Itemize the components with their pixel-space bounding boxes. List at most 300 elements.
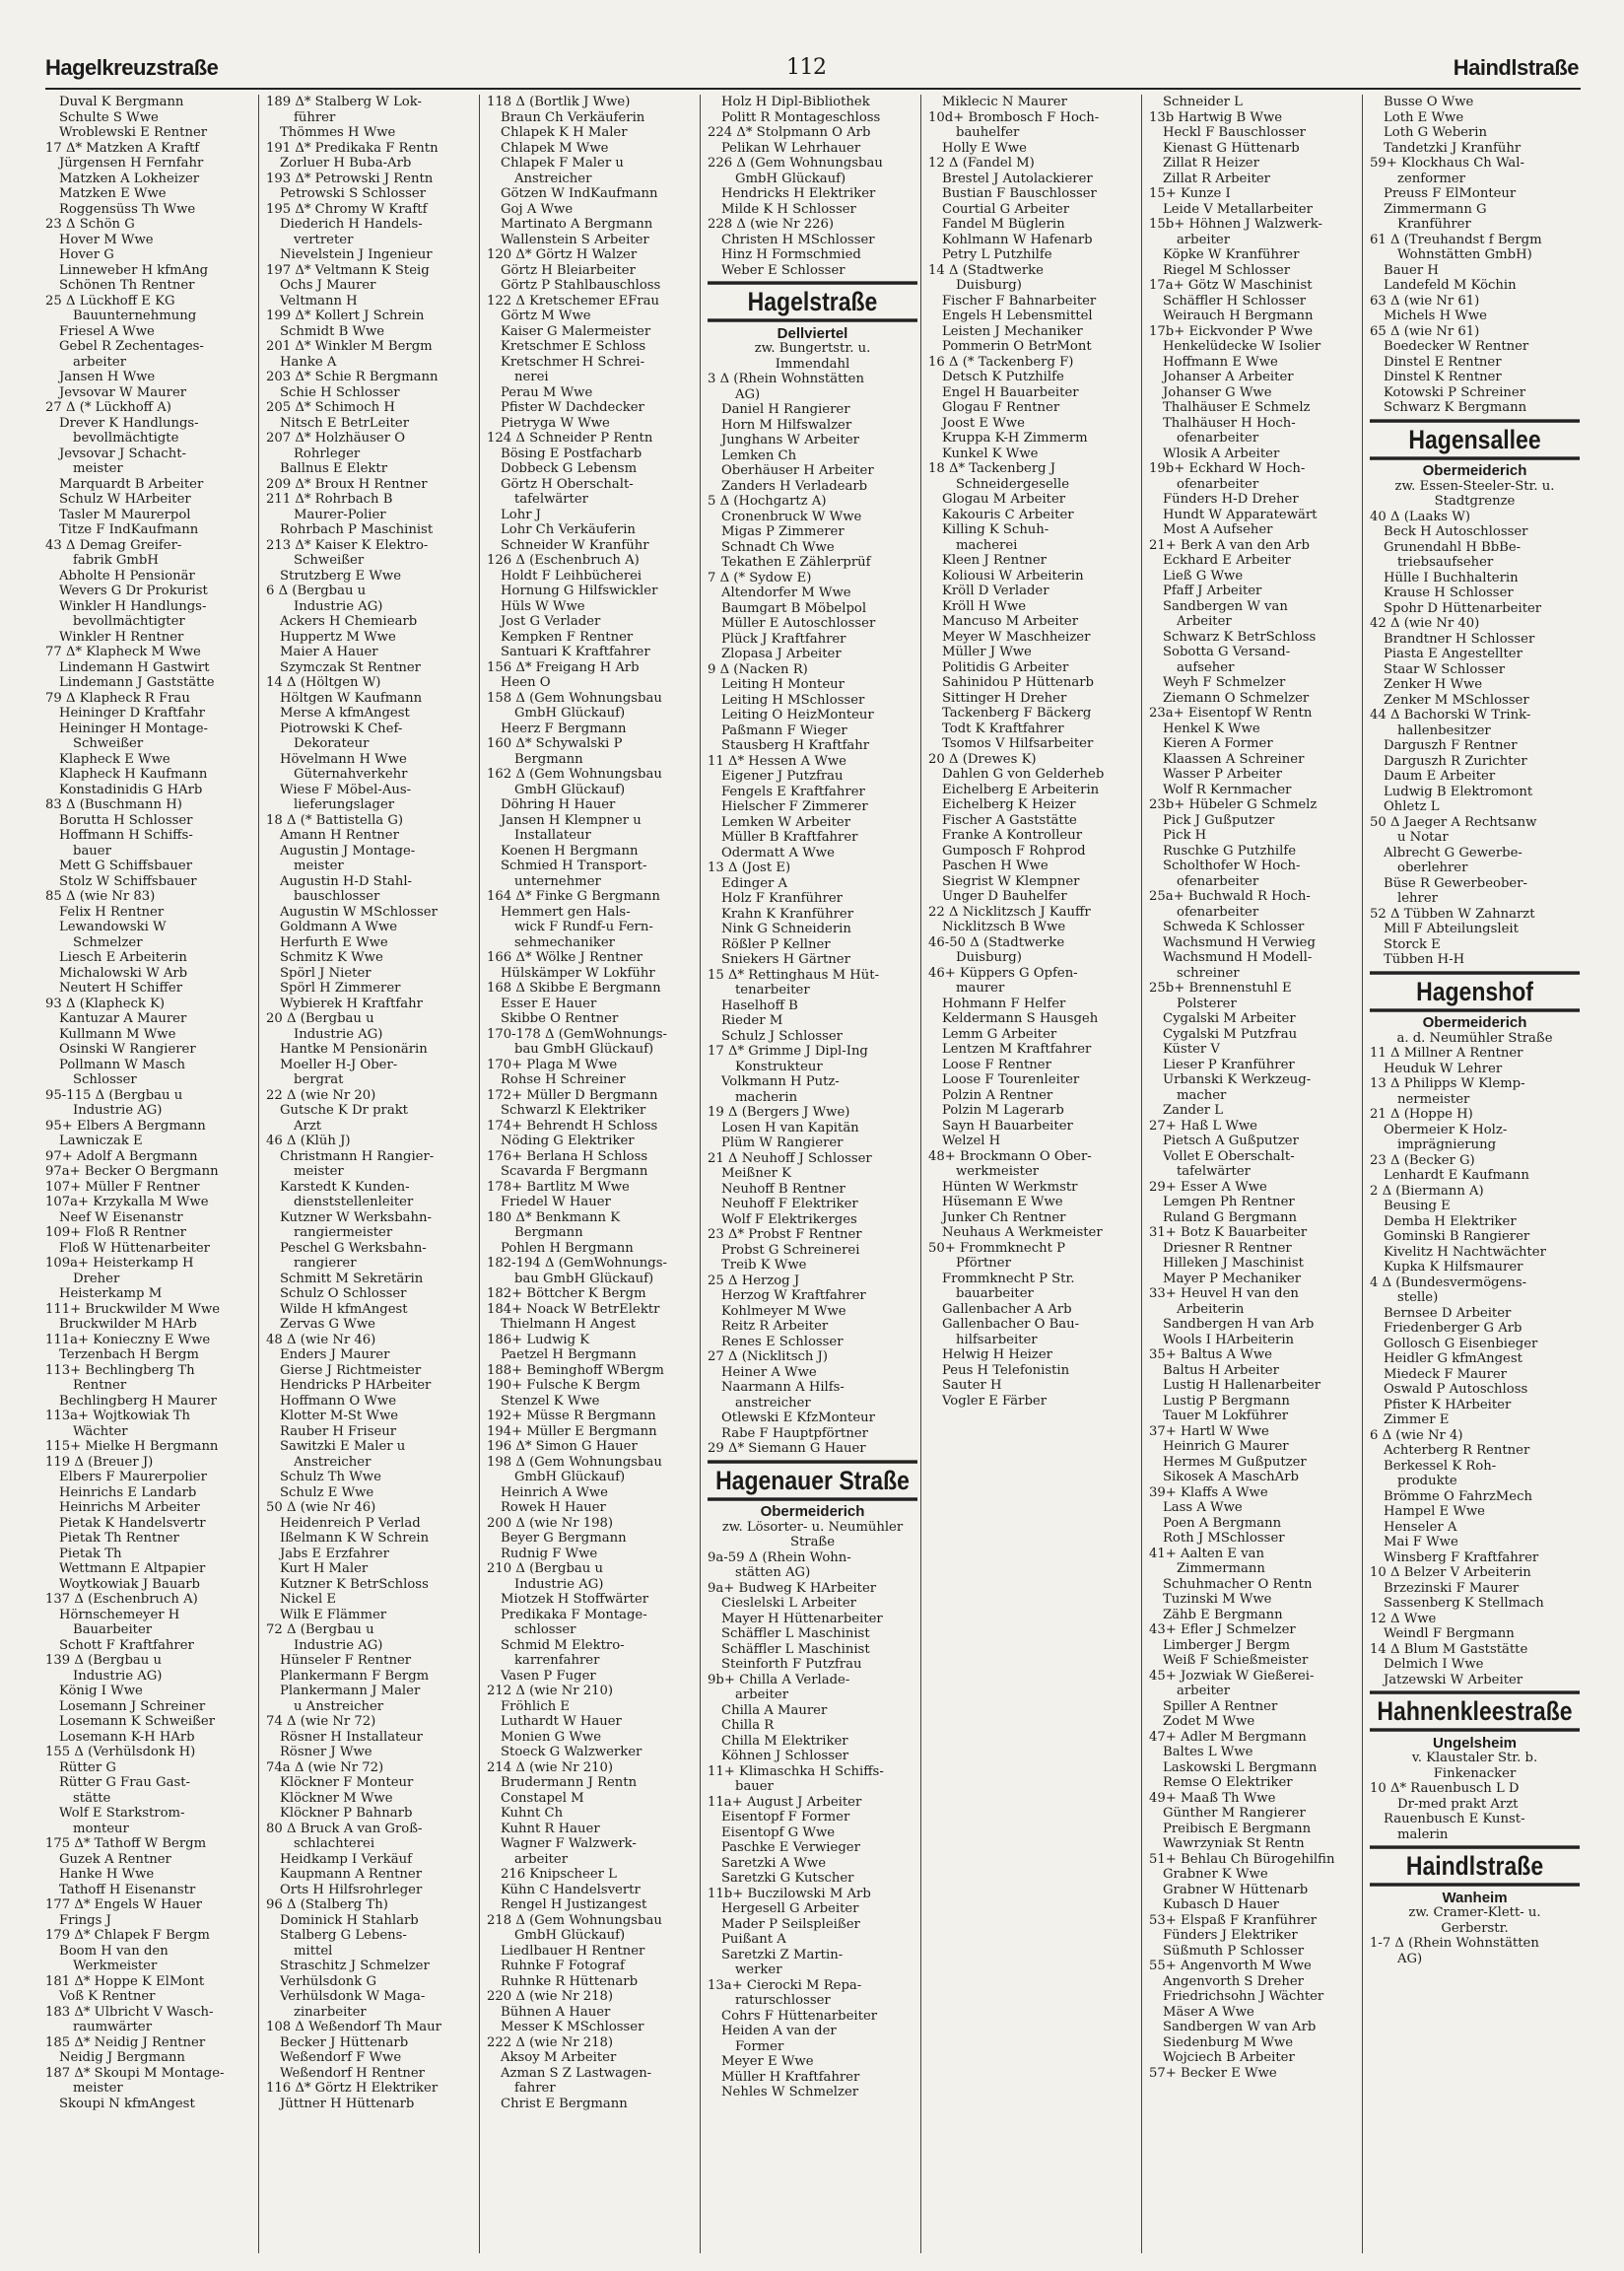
directory-entry: 207 Δ* Holzhäuser O xyxy=(266,431,406,446)
directory-entry: Maurer-Polier xyxy=(294,507,386,522)
directory-entry: 48 Δ (wie Nr 46) xyxy=(266,1332,376,1347)
directory-entry: 111a+ Konieczny E Wwe xyxy=(45,1332,211,1347)
directory-entry: Lass A Wwe xyxy=(1163,1500,1243,1515)
directory-entry: Leisten J Mechaniker xyxy=(942,323,1083,339)
directory-entry: Nickel E xyxy=(280,1592,336,1607)
directory-entry: 179 Δ* Chlapek F Bergm xyxy=(45,1928,210,1943)
directory-entry: 29 Δ* Siemann G Hauer xyxy=(708,1441,866,1456)
directory-entry: Sittinger H Dreher xyxy=(942,690,1067,706)
directory-entry: 53+ Elspaß F Kranführer xyxy=(1149,1912,1318,1928)
directory-entry: 9 Δ (Nacken R) xyxy=(708,661,808,677)
directory-entry: 187 Δ* Skoupi M Montage- xyxy=(45,2065,225,2081)
directory-entry: 196 Δ* Simon G Hauer xyxy=(487,1439,638,1454)
directory-entry: Pietak K Handelsvertr xyxy=(59,1515,206,1531)
directory-entry: fahrer xyxy=(514,2081,556,2096)
directory-entry: Driesner R Rentner xyxy=(1163,1240,1292,1256)
directory-entry: Heckl F Bauschlosser xyxy=(1163,125,1306,140)
directory-entry: Abholte H Pensionär xyxy=(59,568,195,584)
directory-entry: Schnadt Ch Wwe xyxy=(721,539,835,555)
directory-entry: Losemann J Schreiner xyxy=(59,1698,206,1714)
directory-entry: Miedeck F Maurer xyxy=(1384,1366,1507,1382)
directory-entry: 199 Δ* Kollert J Schrein xyxy=(266,309,425,323)
directory-entry: Kakouris C Arbeiter xyxy=(942,507,1074,522)
directory-entry: Meyer E Wwe xyxy=(721,2054,814,2069)
street-range: Straße xyxy=(789,1535,836,1549)
directory-entry: Werkmeister xyxy=(73,1959,158,1973)
directory-entry: Azman S Z Lastwagen- xyxy=(501,2065,652,2081)
directory-entry: bevollmächtigter xyxy=(73,614,185,629)
street-range: Immendahl xyxy=(775,356,850,372)
directory-entry: Zenker M MSchlosser xyxy=(1384,692,1529,708)
directory-entry: Schulz E Wwe xyxy=(280,1484,374,1500)
directory-entry: Piotrowski K Chef- xyxy=(280,721,403,736)
street-range: a. d. Neumühler Straße xyxy=(1396,1030,1553,1046)
directory-entry: Hampel E Wwe xyxy=(1384,1504,1485,1519)
directory-entry: Duisburg) xyxy=(956,278,1022,293)
directory-entry: Kantuzar A Maurer xyxy=(59,1011,187,1026)
directory-entry: Sandbergen H van Arb xyxy=(1163,1317,1315,1332)
directory-entry: 95-115 Δ (Bergbau u xyxy=(45,1087,183,1103)
directory-entry: 200 Δ (wie Nr 198) xyxy=(487,1515,614,1531)
directory-entry: Liesch E Arbeiterin xyxy=(59,950,187,965)
street-heading: Hagensallee xyxy=(1370,419,1580,459)
directory-entry: 23b+ Hübeler G Schmelz xyxy=(1149,797,1318,812)
directory-entry: Görtz M Wwe xyxy=(501,309,591,323)
directory-entry: 50 Δ Jaeger A Rechtsanw xyxy=(1370,814,1537,830)
directory-entry: 190+ Fulsche K Bergm xyxy=(487,1378,641,1393)
directory-entry: Weiß F Schießmeister xyxy=(1163,1653,1309,1668)
directory-entry: 35+ Baltus A Wwe xyxy=(1149,1347,1272,1362)
directory-entry: Nievelstein J Ingenieur xyxy=(280,247,433,262)
directory-entry: Tsomos V Hilfsarbeiter xyxy=(942,736,1094,751)
directory-entry: Kotowski P Schreiner xyxy=(1384,384,1526,400)
directory-entry: 218 Δ (Gem Wohnungsbau xyxy=(487,1912,662,1928)
directory-entry: 43+ Efler J Schmelzer xyxy=(1149,1622,1296,1637)
directory-entry: Kurt H Maler xyxy=(280,1561,369,1576)
directory-entry: 178+ Bartlitz M Wwe xyxy=(487,1179,630,1195)
directory-entry: Amann H Rentner xyxy=(280,828,399,843)
directory-entry: werker xyxy=(735,1962,782,1977)
directory-entry: Gallenbacher A Arb xyxy=(942,1301,1072,1317)
directory-entry: Wevers G Dr Prokurist xyxy=(59,584,208,598)
directory-entry: Holz F Kranführer xyxy=(721,891,843,906)
directory-entry: Grabner W Hüttenarb xyxy=(1163,1882,1309,1897)
street-heading: Hagenshof xyxy=(1370,971,1580,1011)
directory-entry: Edinger A xyxy=(721,875,788,891)
directory-entry: arbeiter xyxy=(735,1687,789,1702)
directory-entry: Hövelmann H Wwe xyxy=(280,751,407,767)
directory-entry: Frommknecht P Str. xyxy=(942,1271,1075,1286)
directory-entry: Industrie AG) xyxy=(294,598,383,614)
directory-entry: Junker Ch Rentner xyxy=(942,1209,1066,1225)
directory-entry: Chlapek M Wwe xyxy=(501,140,609,156)
directory-entry: Schmid M Elektro- xyxy=(501,1637,625,1653)
directory-entry: hallenbesitzer xyxy=(1397,723,1491,738)
directory-entry: Friedel W Hauer xyxy=(501,1195,611,1209)
directory-entry: 74a Δ (wie Nr 72) xyxy=(266,1759,384,1775)
directory-entry: 25 Δ Lückhoff E KG xyxy=(45,293,175,309)
directory-entry: Petrowski S Schlosser xyxy=(280,186,427,201)
directory-entry: stätten AG) xyxy=(735,1565,811,1580)
directory-entry: 13 Δ (Jost E) xyxy=(708,860,791,875)
directory-entry: Voß K Rentner xyxy=(59,1989,156,2004)
street-range: zw. Lösorter- u. Neumühler xyxy=(721,1519,904,1535)
directory-entry: 9a+ Budweg K HArbeiter xyxy=(708,1580,877,1596)
directory-entry: 17a+ Götz W Maschinist xyxy=(1149,278,1313,293)
directory-entry: Eichelberg E Arbeiterin xyxy=(942,782,1100,797)
directory-entry: Loth E Wwe xyxy=(1384,109,1464,125)
directory-entry: Verhülsdonk G xyxy=(280,1973,376,1989)
directory-entry: Schneider W Kranführ xyxy=(501,537,649,553)
directory-entry: Zanders H Verladearb xyxy=(721,478,868,494)
directory-entry: Mader P Seilspleißer xyxy=(721,1916,860,1932)
directory-entry: Schäffler L Maschinist xyxy=(721,1641,870,1657)
directory-entry: Hendricks P HArbeiter xyxy=(280,1378,432,1393)
directory-entry: Kretschmer E Schloss xyxy=(501,339,646,354)
directory-entry: Stolz W Schiffsbauer xyxy=(59,873,197,889)
directory-entry: Heidler G kfmAngest xyxy=(1384,1351,1522,1366)
directory-entry: Johanser A Arbeiter xyxy=(1163,370,1294,384)
directory-entry: Esser E Hauer xyxy=(501,996,597,1011)
directory-entry: Messer K MSchlosser xyxy=(501,2020,644,2034)
directory-entry: Wilde H kfmAngest xyxy=(280,1301,408,1317)
directory-entry: Kutzner K BetrSchloss xyxy=(280,1576,429,1592)
directory-entry: Heuduk W Lehrer xyxy=(1384,1061,1503,1076)
directory-entry: Klotter M-St Wwe xyxy=(280,1409,399,1423)
directory-entry: Görtz P Stahlbauschloss xyxy=(501,278,661,293)
directory-entry: Perau M Wwe xyxy=(501,384,593,400)
directory-entry: Linneweber H kfmAng xyxy=(59,262,209,278)
directory-entry: Predikaka F Montage- xyxy=(501,1607,647,1622)
directory-entry: Kunkel K Wwe xyxy=(942,446,1039,461)
directory-entry: Pförtner xyxy=(956,1256,1011,1271)
directory-entry: 185 Δ* Neidig J Rentner xyxy=(45,2034,206,2050)
district-name: Obermeiderich xyxy=(1422,1014,1527,1031)
directory-entry: Schulz Th Wwe xyxy=(280,1470,381,1484)
directory-entry: bergrat xyxy=(294,1072,344,1087)
directory-entry: 20 Δ (Bergbau u xyxy=(266,1011,374,1026)
directory-entry: 113+ Bechlingberg Th xyxy=(45,1362,195,1378)
directory-entry: Heininger H Montage- xyxy=(59,721,208,736)
directory-entry: Herzog W Kraftfahrer xyxy=(721,1288,866,1303)
directory-entry: Laskowski L Bergmann xyxy=(1163,1759,1318,1775)
directory-entry: Rengel H Justizangest xyxy=(501,1897,647,1912)
directory-entry: Schulz O Schlosser xyxy=(280,1286,407,1301)
directory-entry: Thömmes H Wwe xyxy=(280,125,396,140)
directory-entry: 74 Δ (wie Nr 72) xyxy=(266,1714,376,1729)
directory-entry: tafelwärter xyxy=(514,492,588,507)
directory-entry: Arbeiterin xyxy=(1177,1301,1245,1317)
directory-entry: Vogler E Färber xyxy=(942,1393,1048,1409)
directory-entry: dienststellenleiter xyxy=(294,1195,414,1209)
directory-entry: Migas P Zimmerer xyxy=(721,524,845,539)
directory-entry: Schäffler L Maschinist xyxy=(721,1626,870,1641)
directory-entry: Schmitt M Sekretärin xyxy=(280,1271,424,1286)
directory-entry: Killing K Schuh- xyxy=(942,522,1049,537)
directory-entry: Pommerin O BetrMont xyxy=(942,339,1092,354)
directory-entry: Hundt W Apparatewärt xyxy=(1163,507,1318,522)
directory-entry: Rentner xyxy=(73,1378,127,1393)
page-number: 112 xyxy=(786,55,827,80)
directory-entry: Fischer A Gaststätte xyxy=(942,812,1077,828)
directory-entry: Glogau F Rentner xyxy=(942,400,1060,415)
directory-entry: Mayer P Mechaniker xyxy=(1163,1271,1302,1286)
directory-entry: Pietak Th xyxy=(59,1546,122,1561)
directory-entry: 126 Δ (Eschenbruch A) xyxy=(487,553,640,568)
directory-entry: Jansen H Wwe xyxy=(59,370,156,384)
directory-entry: Müller J Wwe xyxy=(942,645,1032,659)
directory-entry: Vollet E Oberschalt- xyxy=(1163,1148,1295,1164)
directory-entry: Jürgensen H Fernfahr xyxy=(59,156,204,171)
directory-entry: 197 Δ* Veltmann K Steig xyxy=(266,262,430,278)
directory-entry: Zimmermann xyxy=(1177,1561,1265,1576)
directory-entry: Stenzel K Wwe xyxy=(501,1393,600,1409)
directory-entry: Polzin M Lagerarb xyxy=(942,1103,1064,1118)
directory-entry: Ballnus E Elektr xyxy=(280,461,387,476)
directory-entry: Remse O Elektriker xyxy=(1163,1775,1293,1790)
directory-entry: 11+ Klimaschka H Schiffs- xyxy=(708,1763,884,1779)
column-5 xyxy=(920,95,1141,2253)
directory-entry: Ruland G Bergmann xyxy=(1163,1209,1297,1225)
directory-entry: Jüttner H Hüttenarb xyxy=(280,2096,415,2111)
directory-entry: GmbH Glückauf) xyxy=(514,1470,626,1484)
directory-entry: Sayn H Bauarbeiter xyxy=(942,1118,1073,1134)
directory-entry: Riegel M Schlosser xyxy=(1163,262,1291,278)
directory-entry: 160 Δ* Schywalski P xyxy=(487,736,623,751)
directory-entry: wick F Rundf-u Fern- xyxy=(514,920,653,934)
directory-entry: Junghans W Arbeiter xyxy=(721,433,859,447)
directory-entry: 209 Δ* Broux H Rentner xyxy=(266,476,428,492)
directory-entry: 18 Δ (* Battistella G) xyxy=(266,812,404,828)
directory-entry: Polzin A Rentner xyxy=(942,1087,1053,1103)
directory-entry: 109a+ Heisterkamp H xyxy=(45,1256,194,1271)
directory-entry: 2 Δ (Biermann A) xyxy=(1370,1183,1484,1199)
directory-entry: Schuhmacher O Rentn xyxy=(1163,1576,1313,1592)
directory-entry: Brzezinski F Maurer xyxy=(1384,1580,1520,1596)
directory-entry: 186+ Ludwig K xyxy=(487,1332,590,1347)
directory-entry: Wagner F Walzwerk- xyxy=(501,1836,637,1851)
directory-entry: Krahn K Kranführer xyxy=(721,906,854,922)
directory-entry: Drever K Handlungs- xyxy=(59,415,199,431)
directory-entry: 97+ Adolf A Bergmann xyxy=(45,1148,198,1164)
directory-entry: Schweißer xyxy=(294,553,365,568)
directory-entry: GmbH Glückauf) xyxy=(735,171,846,186)
directory-entry: Obermeier K Holz- xyxy=(1384,1122,1508,1137)
directory-entry: 195 Δ* Chromy W Kraftf xyxy=(266,201,428,217)
directory-entry: 23 Δ (Becker G) xyxy=(1370,1152,1475,1168)
column-3 xyxy=(479,95,700,2253)
directory-entry: 216 Knipscheer L xyxy=(501,1867,617,1882)
directory-entry: 180 Δ* Benkmann K xyxy=(487,1209,621,1225)
directory-entry: Kühn C Handelsvertr xyxy=(501,1882,641,1897)
directory-entry: Maier A Hauer xyxy=(280,645,378,659)
directory-entry: bauer xyxy=(73,843,111,859)
directory-entry: Bergmann xyxy=(514,1225,583,1240)
directory-entry: Kubasch D Hauer xyxy=(1163,1897,1279,1912)
directory-entry: Wools I HArbeiterin xyxy=(1163,1332,1295,1347)
directory-entry: 16 Δ (* Tackenberg F) xyxy=(928,354,1074,370)
directory-entry: Horn M Hilfswalzer xyxy=(721,417,852,433)
directory-entry: Kohlmeyer M Wwe xyxy=(721,1303,846,1319)
directory-entry: 52 Δ Tübben W Zahnarzt xyxy=(1370,906,1535,922)
directory-entry: 11 Δ Millner A Rentner xyxy=(1370,1046,1523,1061)
directory-entry: Wachsmund H Modell- xyxy=(1163,950,1313,965)
directory-entry: Bösing E Postfacharb xyxy=(501,446,643,461)
directory-entry: Hülskämper W Lokführ xyxy=(501,965,655,981)
directory-entry: 96 Δ (Stalberg Th) xyxy=(266,1897,388,1912)
directory-entry: Franke A Kontrolleur xyxy=(942,828,1083,843)
directory-entry: Tuzinski M Wwe xyxy=(1163,1592,1272,1607)
directory-entry: Winsberg F Kraftfahrer xyxy=(1384,1549,1539,1565)
directory-entry: Hünseler F Rentner xyxy=(280,1653,412,1668)
directory-entry: Weindl F Bergmann xyxy=(1384,1626,1515,1641)
directory-entry: Lohr J xyxy=(501,507,541,522)
directory-entry: Rowek H Hauer xyxy=(501,1500,606,1515)
directory-entry: 183 Δ* Ulbricht V Wasch- xyxy=(45,2004,214,2020)
directory-entry: 45+ Jozwiak W Gießerei- xyxy=(1149,1668,1315,1684)
district-name: Wanheim xyxy=(1442,1889,1508,1906)
directory-entry: 137 Δ (Eschenbruch A) xyxy=(45,1592,198,1607)
directory-entry: Ruschke G Putzhilfe xyxy=(1163,843,1297,859)
directory-entry: bauhelfer xyxy=(956,125,1020,140)
directory-entry: Scholthofer W Hoch- xyxy=(1163,859,1301,873)
directory-entry: Hantke M Pensionärin xyxy=(280,1042,428,1057)
directory-entry: Loth G Weberin xyxy=(1384,125,1487,140)
directory-entry: Poen A Bergmann xyxy=(1163,1515,1282,1531)
street-heading: Haindlstraße xyxy=(1370,1845,1580,1886)
directory-entry: Pfaff J Arbeiter xyxy=(1163,584,1262,598)
directory-entry: Müller H Kraftfahrer xyxy=(721,2069,860,2085)
directory-entry: 118 Δ (Bortlik J Wwe) xyxy=(487,95,631,109)
directory-entry: Mill F Abteilungsleit xyxy=(1384,922,1519,936)
directory-entry: Tackenberg F Bäckerg xyxy=(942,706,1092,721)
directory-entry: Mäser A Wwe xyxy=(1163,2004,1254,2020)
directory-entry: Paschen H Wwe xyxy=(942,859,1049,873)
directory-entry: Sassenberg K Stellmach xyxy=(1384,1596,1544,1611)
directory-entry: Treib K Wwe xyxy=(721,1258,807,1273)
directory-entry: Albrecht G Gewerbe- xyxy=(1384,845,1522,860)
directory-entry: Losen H van Kapitän xyxy=(721,1120,859,1136)
directory-entry: 198 Δ (Gem Wohnungsbau xyxy=(487,1454,662,1470)
directory-entry: Heinrich G Maurer xyxy=(1163,1439,1289,1454)
directory-entry: Cohrs F Hüttenarbeiter xyxy=(721,2008,878,2024)
directory-entry: 10 Δ* Rauenbusch L D xyxy=(1370,1781,1520,1796)
directory-entry: 162 Δ (Gem Wohnungsbau xyxy=(487,767,662,782)
directory-entry: Gebel R Zechentages- xyxy=(59,339,204,354)
directory-entry: stätte xyxy=(73,1790,111,1806)
directory-entry: Hielscher F Zimmerer xyxy=(721,799,868,814)
directory-entry: Verhülsdonk W Maga- xyxy=(280,1989,426,2004)
directory-entry: Bustian F Bauschlosser xyxy=(942,186,1097,201)
directory-entry: 212 Δ (wie Nr 210) xyxy=(487,1684,614,1698)
directory-entry: 63 Δ (wie Nr 61) xyxy=(1370,293,1480,309)
directory-entry: Weirauch H Bergmann xyxy=(1163,309,1314,323)
directory-entry: Nitsch E BetrLeiter xyxy=(280,415,409,431)
directory-entry: Berkessel K Roh- xyxy=(1384,1458,1497,1474)
directory-entry: Pollmann W Masch xyxy=(59,1057,186,1072)
column-7 xyxy=(1362,95,1583,2253)
directory-entry: Loose F Rentner xyxy=(942,1057,1051,1072)
directory-entry: 108 Δ Weßendorf Th Maur xyxy=(266,2020,441,2034)
directory-entry: Marquardt B Arbeiter xyxy=(59,476,204,492)
directory-entry: Courtial G Arbeiter xyxy=(942,201,1070,217)
directory-entry: Zorluer H Buba-Arb xyxy=(280,156,412,171)
directory-entry: Küster V xyxy=(1163,1042,1220,1057)
directory-entry: Zander L xyxy=(1163,1103,1224,1118)
directory-entry: Michels H Wwe xyxy=(1384,309,1487,323)
directory-entry: Weyh F Schmelzer xyxy=(1163,675,1286,690)
directory-entry: Baltus H Arbeiter xyxy=(1163,1362,1279,1378)
street-range: v. Klaustaler Str. b. xyxy=(1411,1751,1538,1765)
directory-entry: Odermatt A Wwe xyxy=(721,845,835,860)
directory-entry: produkte xyxy=(1397,1474,1457,1488)
directory-entry: Hoffmann O Wwe xyxy=(280,1393,397,1409)
directory-entry: 23 Δ Schön G xyxy=(45,217,135,232)
directory-entry: Büse R Gewerbeober- xyxy=(1384,875,1527,891)
directory-entry: Heidkamp I Verkäuf xyxy=(280,1851,413,1867)
directory-entry: Rudnig F Wwe xyxy=(501,1546,598,1561)
directory-entry: Wachsmund H Verwieg xyxy=(1163,934,1316,950)
directory-entry: meister xyxy=(294,1164,344,1179)
directory-entry: imprägnierung xyxy=(1397,1137,1497,1152)
directory-entry: Baumgart B Möbelpol xyxy=(721,600,867,616)
directory-entry: Woytkowiak J Bauarb xyxy=(59,1576,200,1592)
directory-entry: 189 Δ* Stalberg W Lok- xyxy=(266,95,422,109)
directory-entry: tenarbeiter xyxy=(735,983,810,998)
directory-entry: Heiden A van der xyxy=(721,2024,837,2038)
directory-entry: sehmechaniker xyxy=(514,934,615,950)
directory-entry: Spörl J Nieter xyxy=(280,965,372,981)
directory-entry: Karstedt K Kunden- xyxy=(280,1179,410,1195)
directory-entry: Industrie AG) xyxy=(73,1668,163,1684)
directory-entry: 17 Δ* Matzken A Kraftf xyxy=(45,140,200,156)
directory-entry: Detsch K Putzhilfe xyxy=(942,370,1064,384)
directory-entry: oberlehrer xyxy=(1397,860,1468,875)
directory-entry: ofenarbeiter xyxy=(1177,431,1259,446)
directory-entry: Nicklitzsch B Wwe xyxy=(942,920,1066,934)
directory-entry: Zenker H Wwe xyxy=(1384,677,1483,692)
directory-entry: Schmitz K Wwe xyxy=(280,950,383,965)
directory-entry: Fünders H-D Dreher xyxy=(1163,492,1299,507)
directory-entry: Enders J Maurer xyxy=(280,1347,390,1362)
directory-columns xyxy=(45,95,1583,2253)
directory-entry: 113a+ Wojtkowiak Th xyxy=(45,1409,191,1423)
directory-entry: König I Wwe xyxy=(59,1684,143,1698)
directory-entry: Bauer H xyxy=(1384,262,1439,278)
directory-entry: raturschlosser xyxy=(735,1993,831,2008)
directory-entry: Volkmann H Putz- xyxy=(721,1074,840,1089)
directory-entry: 25 Δ Herzog J xyxy=(708,1273,800,1288)
directory-entry: Lieser P Kranführer xyxy=(1163,1057,1295,1072)
directory-entry: schreiner xyxy=(1177,965,1240,981)
directory-entry: Brudermann J Rentn xyxy=(501,1775,638,1790)
directory-entry: arbeiter xyxy=(73,354,127,370)
directory-entry: Petry L Putzhilfe xyxy=(942,247,1052,262)
directory-entry: 120 Δ* Görtz H Walzer xyxy=(487,247,638,262)
directory-entry: Rohrleger xyxy=(294,446,361,461)
directory-entry: Delmich I Wwe xyxy=(1384,1657,1484,1672)
directory-entry: Chilla R xyxy=(721,1718,775,1733)
directory-entry: 175 Δ* Tathoff W Bergm xyxy=(45,1836,207,1851)
directory-entry: schlosser xyxy=(514,1622,576,1637)
directory-entry: Dreher xyxy=(73,1271,120,1286)
directory-entry: 5 Δ (Hochgartz A) xyxy=(708,494,827,509)
directory-entry: 31+ Botz K Bauarbeiter xyxy=(1149,1225,1308,1240)
directory-entry: Weßendorf F Wwe xyxy=(280,2050,402,2065)
directory-entry: 210 Δ (Bergbau u xyxy=(487,1561,603,1576)
directory-entry: Eichelberg K Heizer xyxy=(942,797,1076,812)
directory-entry: Zimmer E xyxy=(1384,1412,1450,1427)
